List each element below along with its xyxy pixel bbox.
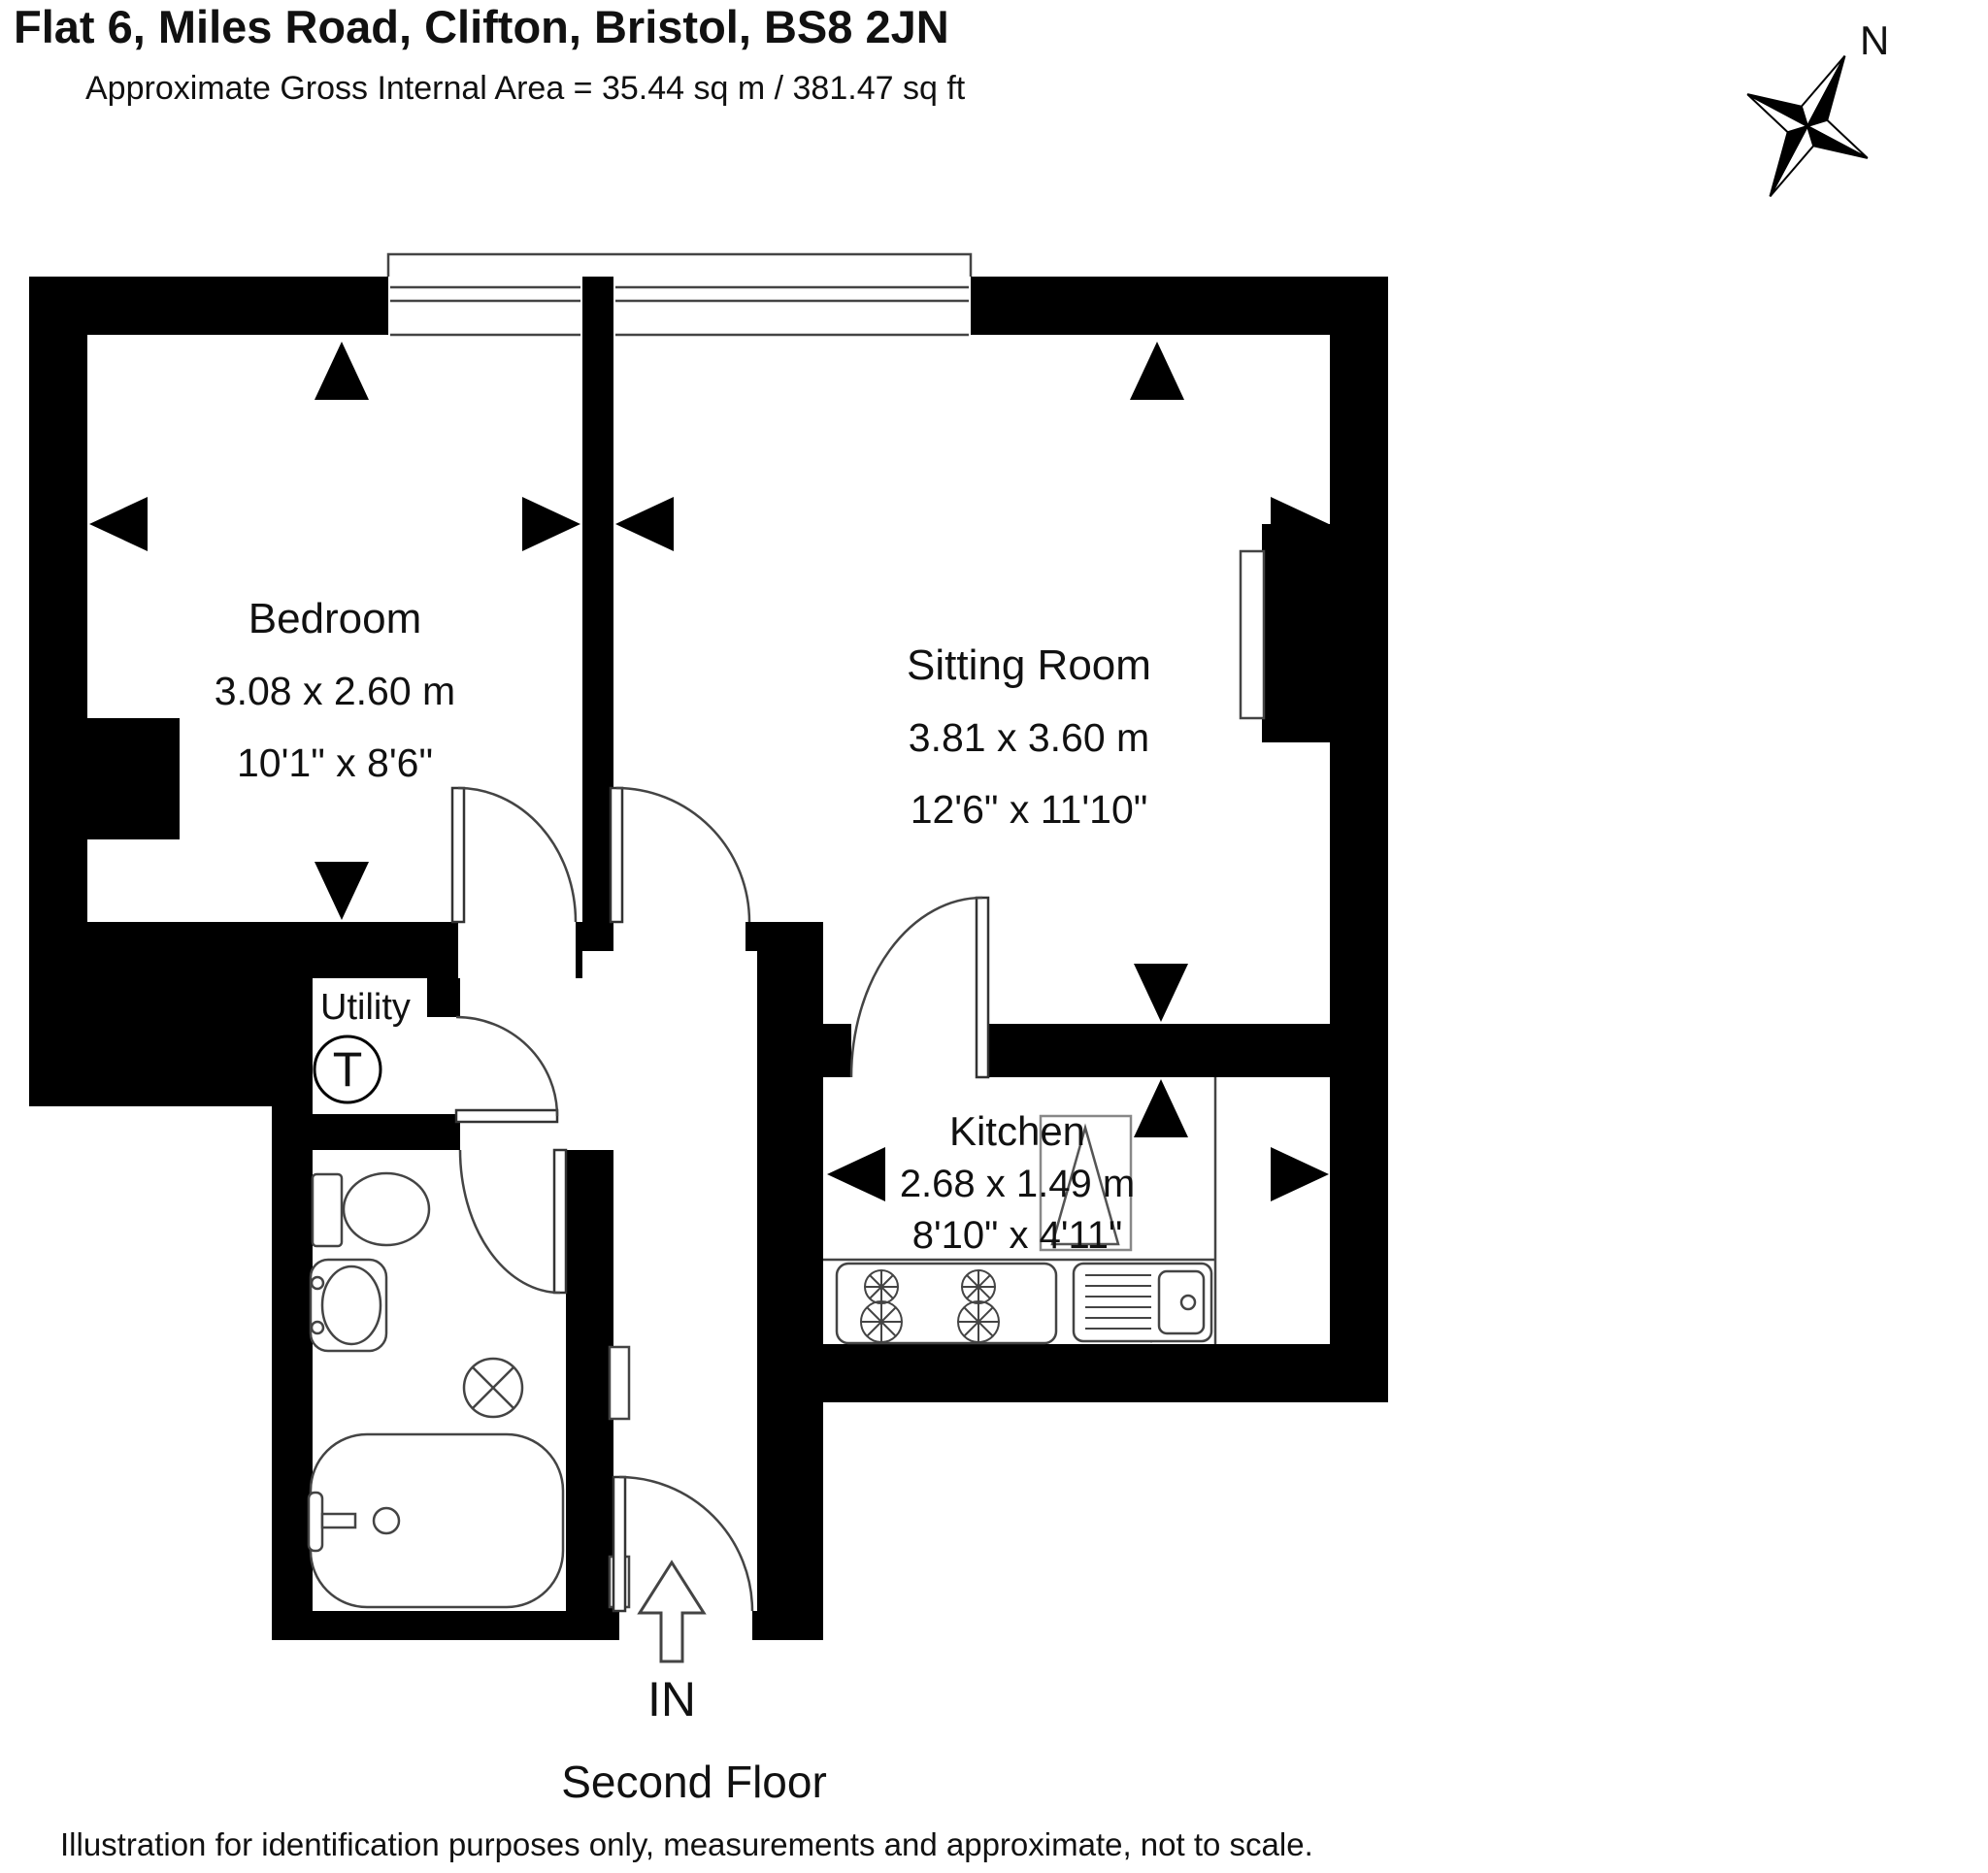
wall-hall-kitchen [757, 922, 823, 1640]
wall-kitchen-bottom [823, 1344, 1388, 1402]
wall-bottom-entry-jamb [752, 1611, 823, 1640]
wall-bedroom-bottom-stub [576, 922, 582, 978]
walls [29, 277, 1388, 1640]
utility-door-arc [456, 1017, 557, 1116]
floor-label: Second Floor [561, 1757, 827, 1807]
basin-tap2-icon [312, 1322, 323, 1333]
bathroom-fixtures [309, 1173, 563, 1607]
bath-tap-icon [309, 1493, 322, 1551]
kitchen-dim-metric: 2.68 x 1.49 m [899, 1163, 1136, 1205]
toilet-cistern-icon [313, 1174, 342, 1246]
wall-left-step [29, 718, 180, 839]
sitting-room-dim-imperial: 12'6" x 11'10" [910, 787, 1148, 832]
bedroom-arrow-down-icon [315, 862, 369, 920]
bedroom-door-arc [458, 788, 576, 922]
wall-bedroom-bottom [87, 922, 458, 978]
bedroom-dim-imperial: 10'1" x 8'6" [236, 740, 434, 785]
wall-utility-right-stub [427, 978, 460, 1017]
entry-arrow-icon [640, 1562, 704, 1661]
chimney-recess [1241, 551, 1264, 718]
bath-plug-icon [374, 1508, 399, 1533]
bathroom-door-leaf [554, 1150, 566, 1293]
kitchen-door-arc [851, 898, 982, 1077]
wall-bottom-left-run [272, 1611, 619, 1640]
sitting-arrow-down-icon [1134, 964, 1188, 1022]
bay-window-icon [388, 254, 971, 335]
entry-door-leaf [613, 1477, 625, 1611]
sitting-room-dim-metric: 3.81 x 3.60 m [908, 715, 1150, 760]
toilet-icon [344, 1173, 429, 1245]
hall-niche-upper [610, 1347, 629, 1419]
extractor-fan-icon [464, 1359, 522, 1417]
utility-door-leaf [456, 1110, 557, 1122]
bedroom-arrow-left-icon [89, 497, 148, 551]
tumble-dryer-icon [315, 1036, 381, 1102]
bathroom-door-arc [460, 1150, 560, 1293]
utility-label: Utility [320, 987, 411, 1028]
bedroom-dim-metric: 3.08 x 2.60 m [214, 669, 456, 713]
sink-drain-icon [1181, 1296, 1195, 1309]
wall-utility-bottom [272, 1114, 460, 1150]
kitchen-arrow-right-icon [1271, 1147, 1329, 1201]
entry-label: IN [647, 1672, 696, 1726]
bedroom-arrow-right-icon [522, 497, 580, 551]
wall-sitting-top [971, 277, 1388, 335]
sitting-room-door-leaf [611, 788, 622, 922]
bedroom-arrow-up-icon [315, 342, 369, 400]
kitchen-arrow-left-icon [827, 1147, 885, 1201]
wall-utility-bath-left [272, 978, 313, 1640]
wall-bedroom-sitting-divider [582, 277, 613, 951]
wall-kitchen-top [982, 1024, 1344, 1077]
page-title: Flat 6, Miles Road, Clifton, Bristol, BS8 2JN [14, 1, 949, 52]
kitchen-dim-imperial: 8'10" x 4'11" [911, 1214, 1123, 1257]
page-subtitle: Approximate Gross Internal Area = 35.44 sq m / 381.47 sq ft [85, 70, 966, 107]
wall-kitchen-door-jamb [823, 1024, 851, 1077]
compass-north-label: N [1860, 17, 1890, 63]
basin-tap-icon [312, 1277, 323, 1289]
sitting-arrow-up-icon [1130, 342, 1184, 400]
disclaimer-text: Illustration for identification purposes only, measurements and approximate, not to scale. [60, 1826, 1313, 1862]
sitting-room-label: Sitting Room [907, 641, 1151, 689]
kitchen-label: Kitchen [948, 1108, 1086, 1154]
bath-tap-spout-icon [322, 1514, 355, 1528]
wall-chimney-breast [1262, 524, 1330, 742]
bedroom-label: Bedroom [248, 595, 422, 642]
sitting-room-door-arc [616, 788, 749, 922]
wall-bath-right [566, 1150, 613, 1611]
basin-icon [322, 1266, 381, 1344]
utility-appliance-letter: T [332, 1042, 363, 1097]
kitchen-door-leaf [977, 898, 988, 1077]
wall-right-outer [1330, 277, 1388, 1402]
kitchen-arrow-up-icon [1134, 1079, 1188, 1137]
sitting-arrow-left-icon [615, 497, 674, 551]
bedroom-door-leaf [452, 788, 464, 922]
